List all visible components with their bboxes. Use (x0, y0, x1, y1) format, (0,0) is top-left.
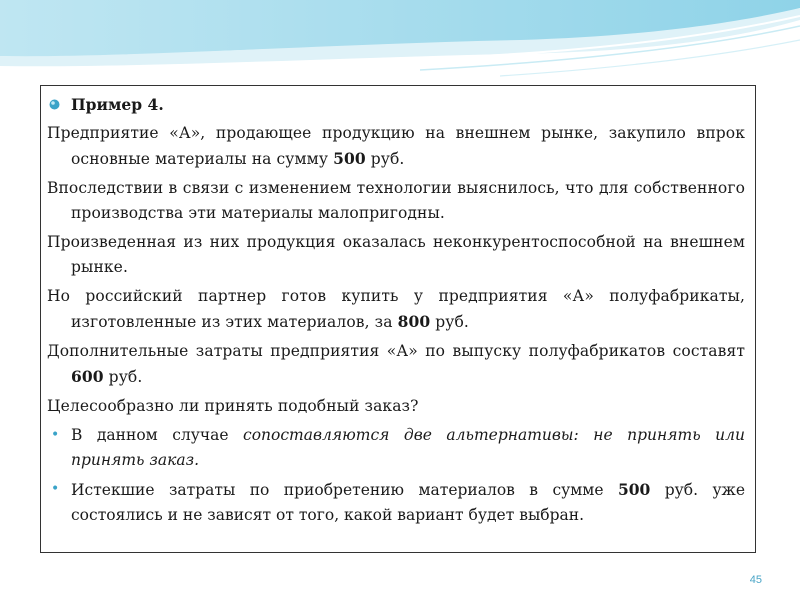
paragraph-2: Впоследствии в связи с изменением технологии выяснилось, что для собственного производства эти материалы малопригодны. (47, 179, 745, 222)
heading-text: Пример 4. (71, 95, 164, 114)
list-item: • В данном случае сопоставляются две альтернативы: не принять или принять заказ. (47, 423, 745, 473)
amount-value: 500 (617, 480, 651, 499)
header-wave-decoration (0, 0, 800, 90)
bullet-list (47, 423, 745, 528)
diamond-bullet-icon (49, 99, 60, 110)
amount-value: 500 (333, 149, 366, 168)
amount-value: 800 (397, 312, 431, 331)
paragraph-6: Целесообразно ли принять подобный заказ? (47, 397, 419, 415)
page-number: 45 (749, 574, 762, 586)
bullet-dot-icon: • (51, 427, 60, 443)
paragraph-5: Дополнительные затраты предприятия «А» по выпуску полуфабрикатов составят 600 руб. (47, 342, 745, 386)
paragraph-3: Произведенная из них продукция оказалась неконкурентоспособной на внешнем рынке. (47, 233, 745, 276)
paragraph-1: Предприятие «А», продающее продукцию на внешнем рынке, закупило впрок основные материалы на сумму 500 руб. (47, 124, 745, 168)
bullet-dot-icon: • (51, 481, 60, 497)
slide-heading (47, 92, 745, 117)
content-frame (40, 85, 756, 553)
list-item: • Истекшие затраты по приобретению материалов в сумме 500 руб. уже состоялись и не зависят от того, какой вариант будет выбран. (47, 477, 745, 528)
amount-value: 600 (71, 367, 104, 386)
paragraph-4: Но российский партнер готов купить у предприятия «А» полуфабрикаты, изготовленные из этих материалов, за 800 руб. (47, 287, 745, 331)
